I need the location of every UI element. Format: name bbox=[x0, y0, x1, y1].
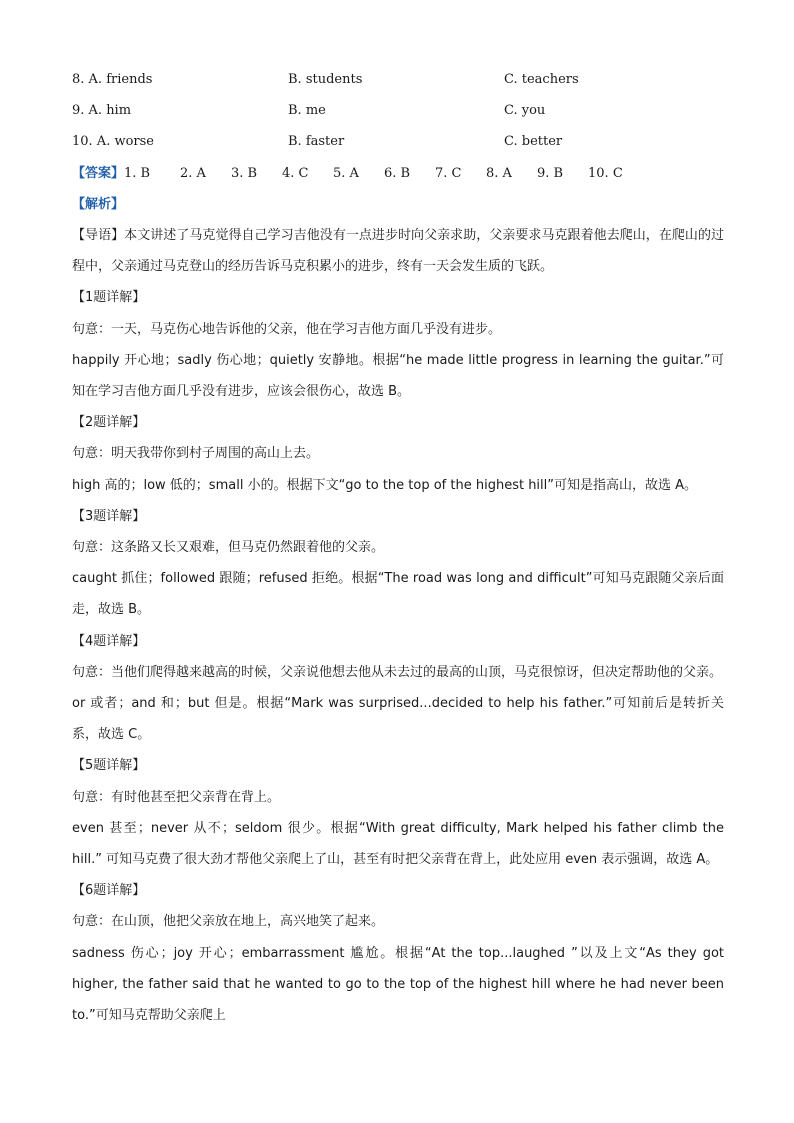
options-row-9 bbox=[72, 95, 724, 126]
option-c: C. you bbox=[504, 103, 546, 119]
guide-paragraph bbox=[72, 220, 724, 282]
answer-item: 4. C bbox=[282, 165, 309, 181]
option-a: 10. A. worse bbox=[72, 134, 154, 150]
options-row-8 bbox=[72, 64, 724, 95]
detail-heading: 【4题详解】 bbox=[72, 633, 146, 649]
detail-meaning: 句意：这条路又长又艰难，但马克仍然跟着他的父亲。 bbox=[72, 539, 385, 555]
detail-heading: 【2题详解】 bbox=[72, 415, 146, 431]
guide-label: 【导语】 bbox=[72, 227, 125, 243]
detail-explanation: happily 开心地；sadly 伤心地；quietly 安静地。根据“he made little progress in learning the guitar.”可知在学习吉他方面几乎没有进步，应该会很伤心，故选 B。 bbox=[72, 352, 724, 399]
detail-heading: 【3题详解】 bbox=[72, 508, 146, 524]
option-b: B. students bbox=[288, 72, 363, 87]
answer-item: 8. A bbox=[486, 165, 512, 181]
detail-explanation: even 甚至；never 从不；seldom 很少。根据“With great difficulty, Mark helped his father climb the hill.” 可知马克费了很大劲才帮他父亲爬上了山，甚至有时把父亲背在背上，此处应用 even 表示强调，故选 A。 bbox=[72, 820, 724, 867]
detail-heading: 【5题详解】 bbox=[72, 758, 146, 774]
answer-item: 6. B bbox=[384, 165, 411, 181]
option-b: B. faster bbox=[288, 134, 345, 150]
answer-item: 3. B bbox=[231, 165, 258, 181]
detail-meaning: 句意：有时他甚至把父亲背在背上。 bbox=[72, 789, 281, 805]
analysis-heading bbox=[72, 189, 724, 220]
detail-heading: 【6题详解】 bbox=[72, 883, 146, 899]
detail-meaning: 句意：明天我带你到村子周围的高山上去。 bbox=[72, 446, 320, 462]
option-b: B. me bbox=[288, 103, 326, 119]
analysis-label: 【解析】 bbox=[72, 196, 125, 212]
detail-meaning: 句意：当他们爬得越来越高的时候，父亲说他想去他从未去过的最高的山顶，马克很惊讶，但决定帮助他的父亲。 bbox=[72, 664, 723, 680]
option-a: 9. A. him bbox=[72, 103, 132, 119]
option-c: C. better bbox=[504, 134, 563, 150]
options-row-10 bbox=[72, 126, 724, 157]
detail-explanation: sadness 伤心；joy 开心；embarrassment 尴尬。根据“At the top...laughed ”以及上文“As they got higher, the father said that he wanted to go to the top of the highest hill where he had never been to.”可知马克帮助父亲爬上 bbox=[72, 945, 724, 1023]
detail-explanation: caught 抓住；followed 跟随；refused 拒绝。根据“The road was long and difficult”可知马克跟随父亲后面走，故选 B。 bbox=[72, 571, 724, 618]
detail-explanation: high 高的；low 低的；small 小的。根据下文“go to the top of the highest hill”可知是指高山，故选 A。 bbox=[72, 477, 698, 493]
option-a: 8. A. friends bbox=[72, 72, 153, 87]
answer-item: 2. A bbox=[180, 165, 206, 181]
detail-explanation: or 或者；and 和；but 但是。根据“Mark was surprised...decided to help his father.”可知前后是转折关系，故选 C。 bbox=[72, 695, 724, 743]
detail-meaning: 句意：在山顶，他把父亲放在地上，高兴地笑了起来。 bbox=[72, 914, 385, 930]
option-c: C. teachers bbox=[504, 72, 579, 87]
detail-heading: 【1题详解】 bbox=[72, 290, 146, 306]
detail-meaning: 句意：一天，马克伤心地告诉他的父亲，他在学习吉他方面几乎没有进步。 bbox=[72, 321, 502, 337]
answer-item: 7. C bbox=[435, 165, 462, 181]
answer-key bbox=[72, 158, 724, 189]
answer-label: 【答案】 bbox=[72, 165, 125, 181]
guide-text: 本文讲述了马克觉得自己学习吉他没有一点进步时向父亲求助，父亲要求马克跟着他去爬山，在爬山的过程中，父亲通过马克登山的经历告诉马克积累小的进步，终有一天会发生质的飞跃。 bbox=[72, 227, 724, 275]
document-page bbox=[72, 64, 724, 1031]
answer-item: 10. C bbox=[588, 165, 623, 181]
answer-item: 5. A bbox=[333, 165, 359, 181]
answer-item: 1. B bbox=[124, 165, 151, 181]
answer-item: 9. B bbox=[537, 165, 564, 181]
